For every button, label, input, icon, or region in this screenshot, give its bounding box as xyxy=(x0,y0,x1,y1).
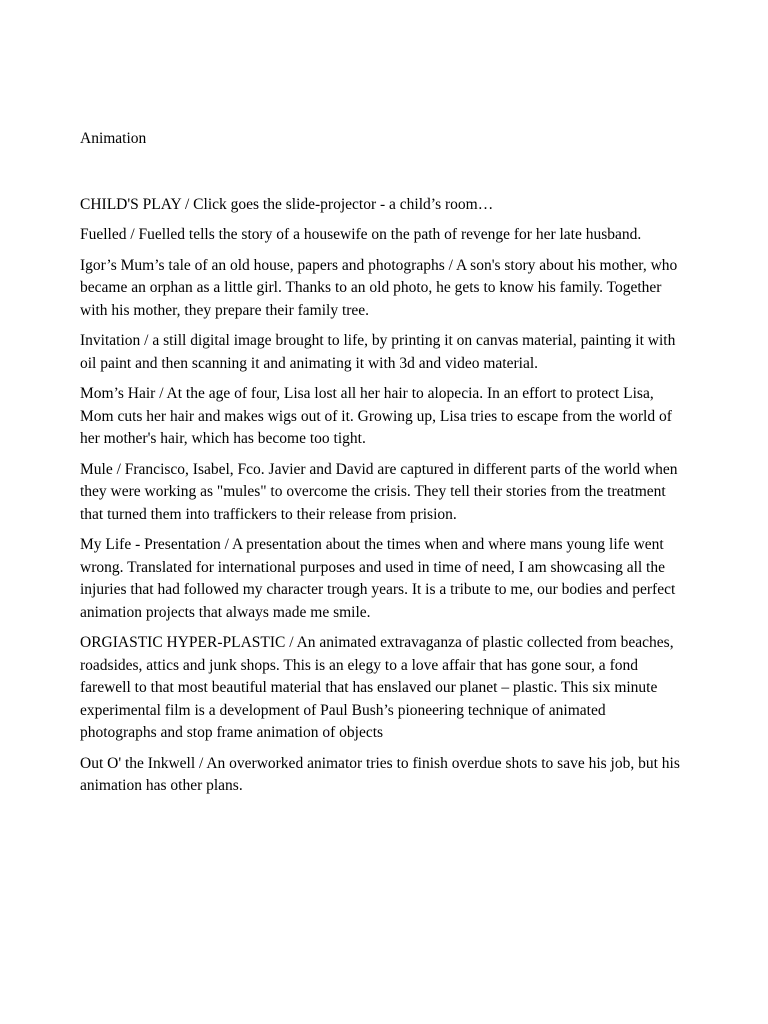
film-entry-my-life: My Life - Presentation / A presentation about the times when and where mans young life went wrong. Translated for international purposes and used in time of need, I am showcasing all the injuries that had followed my character trough years. It is a tribute to me, our bodies and perfect animation projects that always made me smile. xyxy=(80,536,676,621)
document-heading: Animation xyxy=(80,130,147,147)
film-entry-igors-mum: Igor’s Mum’s tale of an old house, papers and photographs / A son's story about his mother, who became an orphan as a little girl. Thanks to an old photo, he gets to know his family. Together with his mother, they prepare their family tree. xyxy=(80,256,678,319)
film-entry-orgiastic-hyper-plastic: ORGIASTIC HYPER-PLASTIC / An animated extravaganza of plastic collected from beaches, roadsides, attics and junk shops. This is an elegy to a love affair that has gone sour, a fond farewell to that most beautiful material that has enslaved our planet – plastic. This six minute experimental film is a development of Paul Bush’s pioneering technique of animated photographs and stop frame animation of objects xyxy=(80,634,674,741)
film-entry-out-o-the-inkwell: Out O' the Inkwell / An overworked animator tries to finish overdue shots to save his job, but his animation has other plans. xyxy=(80,754,680,794)
film-entry-fuelled: Fuelled / Fuelled tells the story of a housewife on the path of revenge for her late husband. xyxy=(80,226,642,243)
film-entry-moms-hair: Mom’s Hair / At the age of four, Lisa lost all her hair to alopecia. In an effort to protect Lisa, Mom cuts her hair and makes wigs out of it. Growing up, Lisa tries to escape from the world of her mother's hair, which has become too tight. xyxy=(80,385,672,447)
film-entry-mule: Mule / Francisco, Isabel, Fco. Javier and David are captured in different parts of the world when they were working as "mules" to overcome the crisis. They tell their stories from the treatment that turned them into traffickers to their release from prision. xyxy=(80,460,678,523)
film-entry-childs-play: CHILD'S PLAY / Click goes the slide-projector - a child’s room… xyxy=(80,195,494,213)
document-page xyxy=(80,128,680,806)
film-entry-invitation: Invitation / a still digital image brought to life, by printing it on canvas material, painting it with oil paint and then scanning it and animating it with 3d and video material. xyxy=(80,332,676,372)
